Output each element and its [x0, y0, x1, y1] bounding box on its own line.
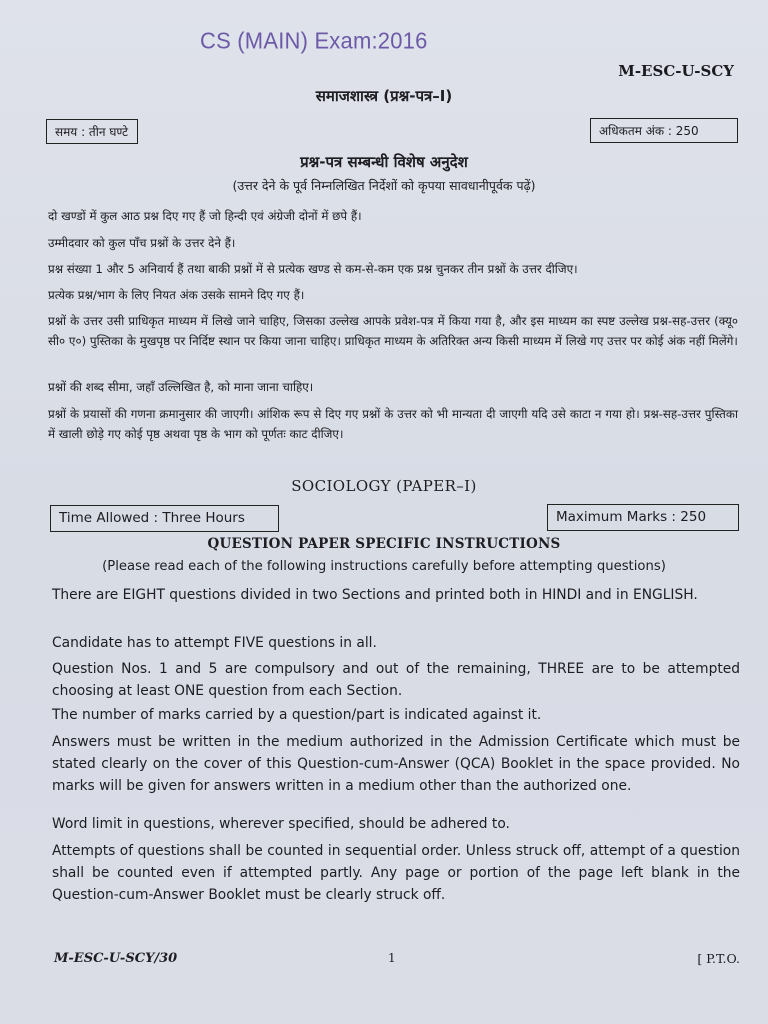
english-instructions-heading: QUESTION PAPER SPECIFIC INSTRUCTIONS: [207, 536, 561, 552]
hindi-paragraph: प्रश्नों के उत्तर उसी प्राधिकृत माध्यम में लिखे जाने चाहिए, जिसका उल्लेख आपके प्रवेश-पत्र में किया गया है, और इस माध्यम का स्पष्ट उल्लेख प्रश्न-सह-उत्तर (क्यू० सी० ए०) पुस्तिका के मुखपृष्ठ पर निर्दिष्ट स्थान पर किया जाना चाहिए। प्राधिकृत माध्यम के अतिरिक्त अन्य किसी माध्यम में लिखे गए उत्तर पर कोई अंक नहीं मिलेंगे।: [48, 314, 738, 348]
exam-stamp: CS (MAIN) Exam:2016: [200, 27, 428, 54]
paper-code: M-ESC-U-SCY: [618, 62, 734, 80]
hindi-paragraph: प्रश्नों के प्रयासों की गणना क्रमानुसार की जाएगी। आंशिक रूप से दिए गए प्रश्नों के उत्तर को भी मान्यता दी जाएगी यदि उसे काटा न गया हो। प्रश्न-सह-उत्तर पुस्तिका में खाली छोड़े गए कोई पृष्ठ अथवा पृष्ठ के भाग को पूर्णतः काट दीजिए।: [48, 407, 738, 441]
hindi-max-marks-box: अधिकतम अंक : 250: [590, 118, 738, 143]
english-instructions-subheading: (Please read each of the following instructions carefully before attempting questions): [102, 559, 666, 574]
english-paragraph: Word limit in questions, wherever specified, should be adhered to.: [52, 816, 510, 832]
page-number: 1: [388, 951, 396, 965]
hindi-paragraph: प्रश्न संख्या 1 और 5 अनिवार्य हैं तथा बाकी प्रश्नों में से प्रत्येक खण्ड से कम-से-कम एक प्रश्न चुनकर तीन प्रश्नों के उत्तर दीजिए।: [48, 262, 578, 276]
english-paragraph: Answers must be written in the medium authorized in the Admission Certificate which must be stated clearly on the cover of this Question-cum-Answer (QCA) Booklet in the space provided. No marks will be given for answers written in a medium other than the authorized one.: [52, 734, 740, 794]
hindi-paragraph: उम्मीदवार को कुल पाँच प्रश्नों के उत्तर देने हैं।: [48, 236, 236, 250]
hindi-paragraph: प्रत्येक प्रश्न/भाग के लिए नियत अंक उसके सामने दिए गए हैं।: [48, 288, 305, 302]
english-paragraph: Attempts of questions shall be counted in sequential order. Unless struck off, attempt of a question shall be counted even if attempted partly. Any page or portion of the page left blank in the Question-cum-Answer Booklet must be clearly struck off.: [52, 843, 740, 903]
maximum-marks-box: Maximum Marks : 250: [547, 504, 739, 531]
hindi-instructions-heading: प्रश्न-पत्र सम्बन्धी विशेष अनुदेश: [300, 153, 468, 171]
english-paragraph: The number of marks carried by a question/part is indicated against it.: [52, 707, 542, 723]
english-paragraph: Candidate has to attempt FIVE questions in all.: [52, 635, 377, 651]
hindi-instructions-subheading: (उत्तर देने के पूर्व निम्नलिखित निर्देशों को कृपया सावधानीपूर्वक पढ़ें): [232, 178, 536, 193]
english-paragraph: There are EIGHT questions divided in two Sections and printed both in HINDI and in ENGLISH.: [52, 587, 698, 603]
english-paper-title: SOCIOLOGY (PAPER–I): [291, 477, 477, 495]
please-turn-over: [ P.T.O.: [697, 951, 740, 966]
hindi-time-box: समय : तीन घण्टे: [46, 119, 138, 144]
time-allowed-box: Time Allowed : Three Hours: [50, 505, 279, 532]
hindi-paragraph: प्रश्नों की शब्द सीमा, जहाँ उल्लिखित है, को माना जाना चाहिए।: [48, 380, 314, 394]
english-paragraph: Question Nos. 1 and 5 are compulsory and out of the remaining, THREE are to be attempted choosing at least ONE question from each Section.: [52, 661, 740, 699]
hindi-paper-title: समाजशास्त्र (प्रश्न-पत्र–I): [315, 87, 453, 105]
footer-paper-code: M-ESC-U-SCY/30: [54, 951, 178, 966]
hindi-paragraph: दो खण्डों में कुल आठ प्रश्न दिए गए हैं जो हिन्दी एवं अंग्रेजी दोनों में छपे हैं।: [48, 209, 362, 223]
